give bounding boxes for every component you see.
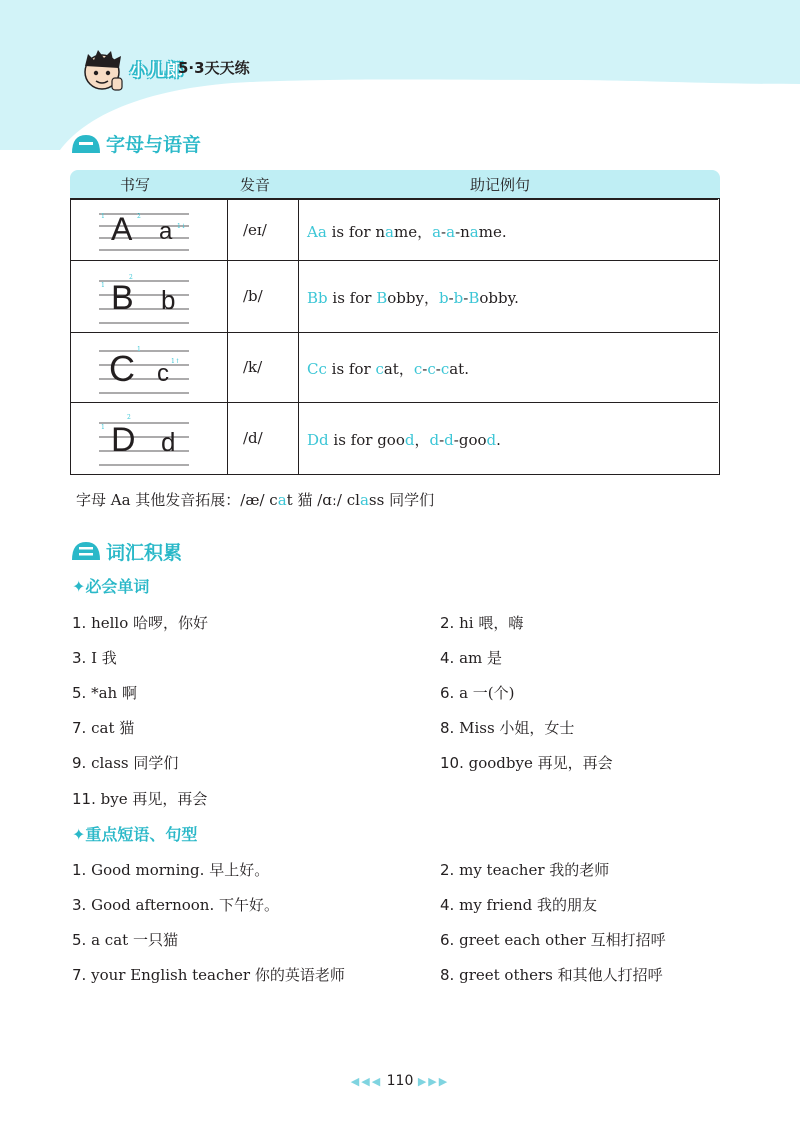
list-item: 1. hello 哈啰，你好 bbox=[72, 614, 209, 632]
svg-text:2: 2 bbox=[129, 274, 133, 281]
writing-upper: A bbox=[111, 211, 133, 247]
list-item: 8. greet others 和其他人打招呼 bbox=[440, 966, 663, 984]
list-item: 5. a cat 一只猫 bbox=[72, 931, 178, 949]
list-item: 7. your English teacher 你的英语老师 bbox=[72, 966, 345, 984]
section-badge-icon bbox=[70, 538, 102, 562]
sentence-text: - bbox=[435, 360, 441, 378]
list-item: 6. greet each other 互相打招呼 bbox=[440, 931, 666, 949]
list-item: 6. a 一(个) bbox=[440, 684, 515, 702]
highlight-letter: a bbox=[385, 223, 394, 241]
example-sentence bbox=[307, 429, 501, 450]
subsection-title-words: ✦必会单词 bbox=[72, 577, 150, 596]
highlight-letter: d bbox=[404, 431, 415, 449]
writing-upper: B bbox=[111, 279, 134, 317]
list-item: 4. my friend 我的朋友 bbox=[440, 896, 597, 914]
list-item: 3. I 我 bbox=[72, 649, 117, 667]
writing-lower: c bbox=[157, 360, 169, 387]
highlight-letter: D bbox=[307, 431, 320, 449]
mascot-icon bbox=[78, 48, 128, 94]
highlight-letter: d bbox=[319, 431, 329, 449]
table-row bbox=[71, 402, 718, 475]
writing-lower: b bbox=[161, 285, 176, 315]
handwriting-guide-icon bbox=[99, 206, 189, 256]
list-item: 1. Good morning. 早上好。 bbox=[72, 861, 270, 879]
list-item: 2. hi 喂，嗨 bbox=[440, 614, 524, 632]
sentence-text: - bbox=[439, 431, 445, 449]
sentence-text: ss 同学们 bbox=[368, 491, 435, 509]
highlight-letter: c bbox=[375, 360, 384, 378]
sentence-text: me， bbox=[393, 223, 433, 241]
svg-text:2: 2 bbox=[137, 213, 141, 220]
highlight-letter: d bbox=[486, 431, 497, 449]
svg-text:1: 1 bbox=[101, 213, 105, 220]
handwriting-guide-icon bbox=[99, 341, 189, 397]
svg-text:1↓: 1↓ bbox=[177, 223, 186, 230]
writing-upper: D bbox=[111, 421, 136, 459]
page-footer bbox=[0, 1073, 800, 1089]
sentence-text: - bbox=[463, 289, 469, 307]
highlight-letter: a bbox=[359, 491, 369, 509]
column-example: 助记例句 bbox=[470, 176, 531, 194]
sentence-text: is for bbox=[326, 360, 376, 378]
section-badge-icon bbox=[70, 131, 102, 155]
highlight-letter: C bbox=[307, 360, 319, 378]
example-sentence bbox=[307, 221, 507, 242]
svg-text:2: 2 bbox=[127, 414, 131, 421]
list-item: 2. my teacher 我的老师 bbox=[440, 861, 610, 879]
highlight-letter: B bbox=[376, 289, 388, 307]
phonetic: /k/ bbox=[243, 358, 263, 376]
phonetic: /d/ bbox=[243, 429, 263, 447]
table-row bbox=[71, 260, 718, 333]
list-item: 5. *ah 啊 bbox=[72, 684, 137, 702]
sentence-text: at. bbox=[449, 360, 469, 378]
sentence-text: . bbox=[496, 431, 501, 449]
column-writing: 书写 bbox=[120, 176, 151, 194]
pronunciation-extension bbox=[76, 489, 434, 510]
list-item: 11. bye 再见，再会 bbox=[72, 790, 208, 808]
writing-lower: d bbox=[161, 427, 176, 457]
table-header bbox=[70, 170, 720, 198]
sentence-text: 字母 Aa 其他发音拓展：/æ/ c bbox=[76, 491, 278, 509]
highlight-letter: a bbox=[469, 223, 479, 241]
svg-text:1: 1 bbox=[101, 424, 105, 431]
list-item: 10. goodbye 再见，再会 bbox=[440, 754, 613, 772]
arrow-right-icon: ▶▶▶ bbox=[417, 1075, 450, 1088]
svg-text:1: 1 bbox=[137, 346, 141, 353]
handwriting-guide-icon bbox=[99, 271, 189, 327]
highlight-letter: c bbox=[427, 360, 436, 378]
list-item: 3. Good afternoon. 下午好。 bbox=[72, 896, 279, 914]
highlight-letter: a bbox=[277, 491, 287, 509]
sentence-text: - bbox=[448, 289, 454, 307]
list-item: 7. cat 猫 bbox=[72, 719, 135, 737]
sentence-text: - bbox=[422, 360, 428, 378]
sentence-text: is for bbox=[327, 289, 377, 307]
sentence-text: is for goo bbox=[328, 431, 405, 449]
subsection-title-phrases: ✦重点短语、句型 bbox=[72, 825, 198, 844]
series-name: 5·3天天练 bbox=[178, 59, 250, 77]
section-title-letters: 字母与语音 bbox=[106, 134, 202, 156]
highlight-letter: B bbox=[307, 289, 319, 307]
phonetic: /eɪ/ bbox=[243, 221, 267, 239]
highlight-letter: c bbox=[413, 360, 423, 378]
sentence-text: me. bbox=[478, 223, 507, 241]
letters-table bbox=[70, 198, 720, 475]
highlight-letter: c bbox=[440, 360, 450, 378]
sentence-text: at， bbox=[383, 360, 414, 378]
highlight-letter: c bbox=[318, 360, 327, 378]
sentence-text: ， bbox=[414, 431, 430, 449]
highlight-letter: d bbox=[444, 431, 454, 449]
svg-text:1↑: 1↑ bbox=[171, 358, 180, 365]
writing-upper: C bbox=[109, 348, 135, 389]
example-sentence bbox=[307, 287, 519, 308]
sentence-text: obby. bbox=[479, 289, 519, 307]
sentence-text: -goo bbox=[453, 431, 487, 449]
highlight-letter: B bbox=[468, 289, 480, 307]
sentence-text: - bbox=[441, 223, 447, 241]
example-sentence bbox=[307, 358, 469, 379]
page-number: 110 bbox=[386, 1073, 414, 1089]
column-pronunciation: 发音 bbox=[240, 176, 271, 194]
brand-name: 小儿郎 bbox=[130, 61, 184, 81]
highlight-letter: a bbox=[317, 223, 327, 241]
highlight-letter: a bbox=[432, 223, 442, 241]
highlight-letter: b bbox=[453, 289, 464, 307]
list-item: 8. Miss 小姐，女士 bbox=[440, 719, 575, 737]
svg-text:1: 1 bbox=[101, 282, 105, 289]
highlight-letter: A bbox=[307, 223, 318, 241]
list-item: 4. am 是 bbox=[440, 649, 503, 667]
phonetic: /b/ bbox=[243, 287, 263, 305]
sentence-text: t 猫 /ɑː/ cl bbox=[286, 491, 360, 509]
highlight-letter: d bbox=[429, 431, 440, 449]
handwriting-guide-icon bbox=[99, 411, 189, 469]
sentence-text: is for n bbox=[326, 223, 386, 241]
writing-lower: a bbox=[159, 218, 173, 245]
table-row bbox=[71, 332, 718, 403]
sentence-text: obby， bbox=[387, 289, 439, 307]
highlight-letter: b bbox=[438, 289, 449, 307]
arrow-left-icon: ◀◀◀ bbox=[350, 1075, 383, 1088]
table-row bbox=[71, 199, 718, 261]
section-title-vocabulary: 词汇积累 bbox=[106, 542, 183, 564]
highlight-letter: a bbox=[446, 223, 456, 241]
highlight-letter: b bbox=[318, 289, 328, 307]
list-item: 9. class 同学们 bbox=[72, 754, 179, 772]
sentence-text: -n bbox=[455, 223, 470, 241]
